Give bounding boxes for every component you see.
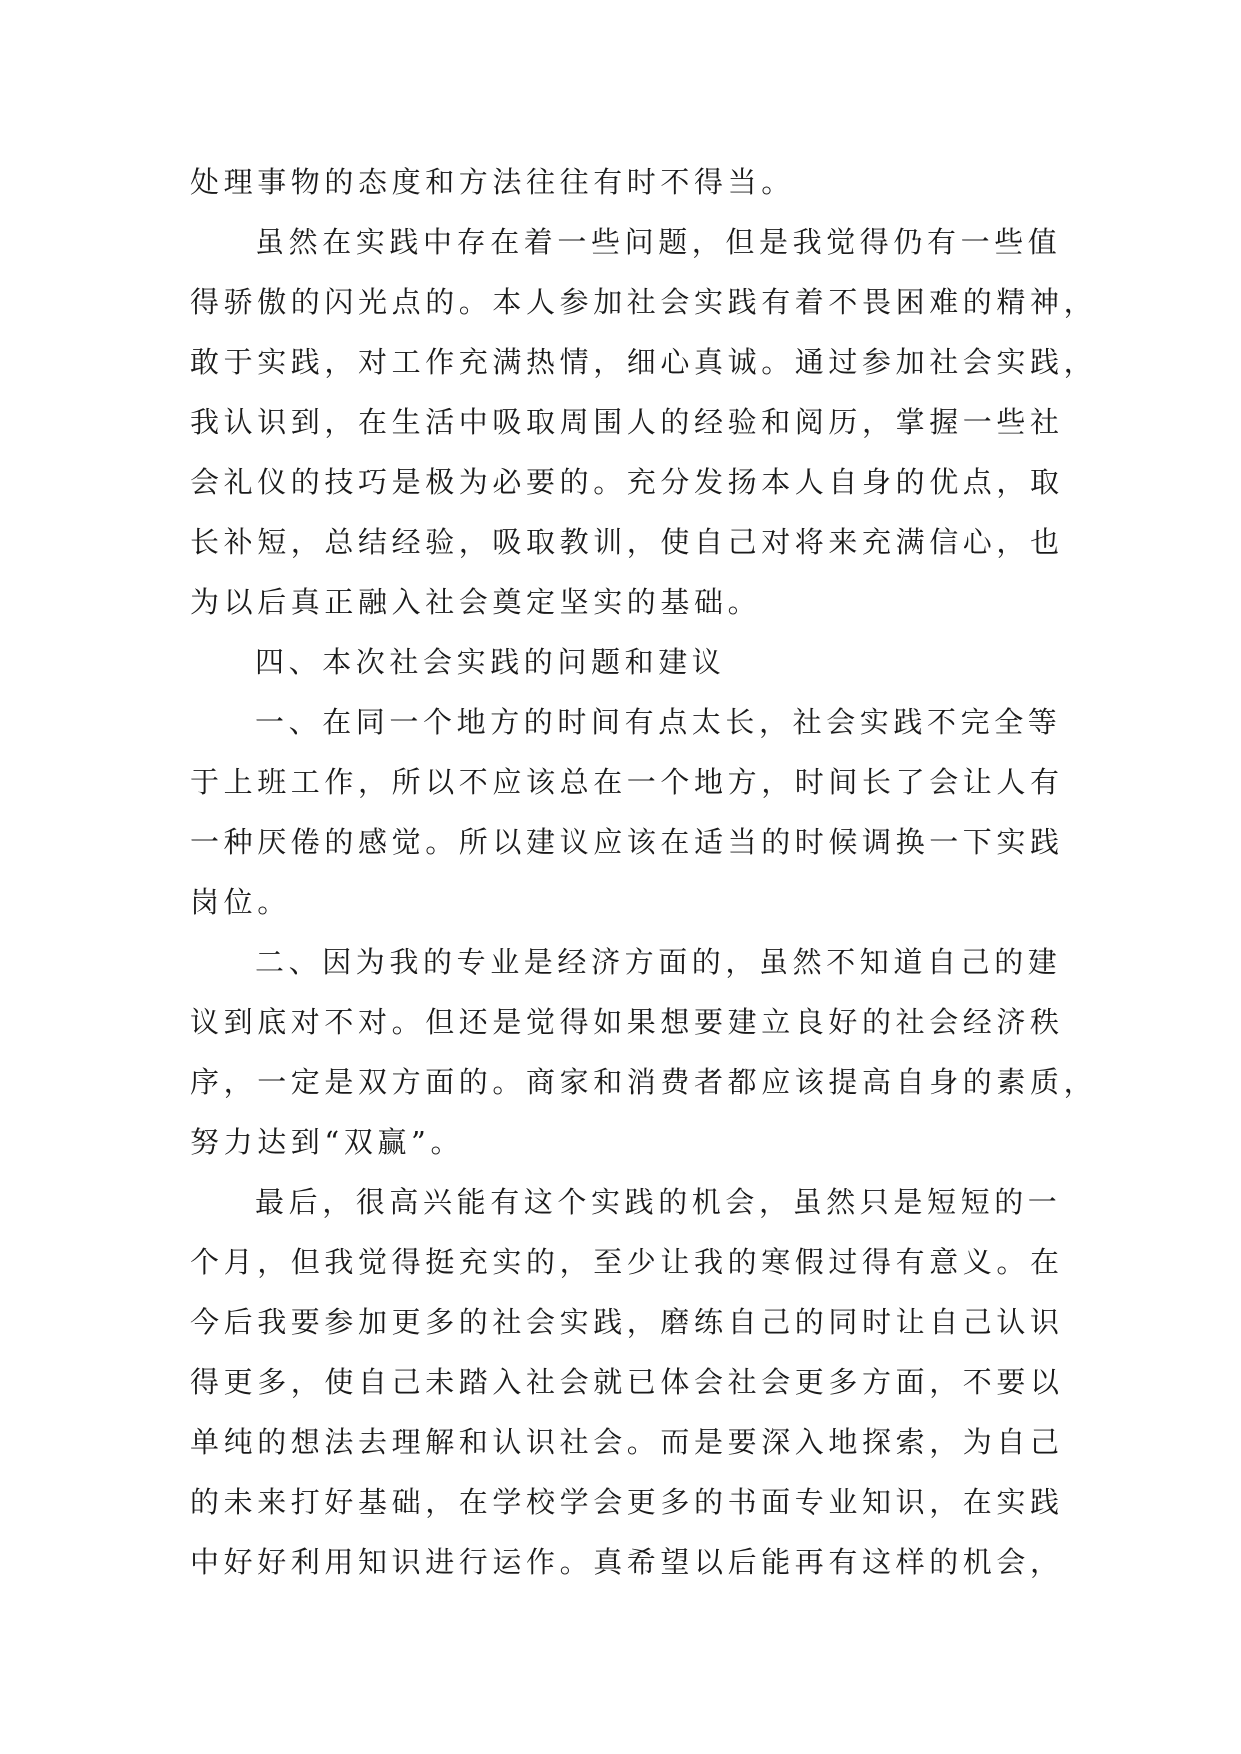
text-line: 议到底对不对。但还是觉得如果想要建立良好的社会经济秩 <box>190 1005 1064 1039</box>
text-line: 处理事物的态度和方法往往有时不得当。 <box>190 165 795 199</box>
body-text <box>190 152 1098 1592</box>
text-line: 四、本次社会实践的问题和建议 <box>255 645 726 679</box>
text-line: 一、在同一个地方的时间有点太长，社会实践不完全等 <box>255 705 1062 739</box>
text-line: 得更多，使自己未踏入社会就已体会社会更多方面，不要以 <box>190 1365 1064 1399</box>
text-line: 序，一定是双方面的。商家和消费者都应该提高自身的素质， <box>190 1065 1098 1099</box>
text-line: 个月，但我觉得挺充实的，至少让我的寒假过得有意义。在 <box>190 1245 1064 1279</box>
text-line: 会礼仪的技巧是极为必要的。充分发扬本人自身的优点，取 <box>190 465 1064 499</box>
text-line: 长补短，总结经验，吸取教训，使自己对将来充满信心，也 <box>190 525 1064 559</box>
text-line: 于上班工作，所以不应该总在一个地方，时间长了会让人有 <box>190 765 1064 799</box>
text-line: 我认识到，在生活中吸取周围人的经验和阅历，掌握一些社 <box>190 405 1064 439</box>
text-line: 努力达到“双赢”。 <box>190 1125 465 1159</box>
text-line: 为以后真正融入社会奠定坚实的基础。 <box>190 585 762 619</box>
text-line: 一种厌倦的感觉。所以建议应该在适当的时候调换一下实践 <box>190 825 1064 859</box>
text-line: 的未来打好基础，在学校学会更多的书面专业知识，在实践 <box>190 1485 1064 1519</box>
text-line: 最后，很高兴能有这个实践的机会，虽然只是短短的一 <box>255 1185 1062 1219</box>
text-line: 虽然在实践中存在着一些问题，但是我觉得仍有一些值 <box>255 225 1062 259</box>
text-line: 得骄傲的闪光点的。本人参加社会实践有着不畏困难的精神， <box>190 285 1098 319</box>
text-line: 岗位。 <box>190 885 291 919</box>
text-line: 单纯的想法去理解和认识社会。而是要深入地探索，为自己 <box>190 1425 1064 1459</box>
text-line: 敢于实践，对工作充满热情，细心真诚。通过参加社会实践， <box>190 345 1098 379</box>
text-line: 二、因为我的专业是经济方面的，虽然不知道自己的建 <box>255 945 1062 979</box>
text-line: 今后我要参加更多的社会实践，磨练自己的同时让自己认识 <box>190 1305 1064 1339</box>
text-line: 中好好利用知识进行运作。真希望以后能再有这样的机会， <box>190 1545 1064 1579</box>
